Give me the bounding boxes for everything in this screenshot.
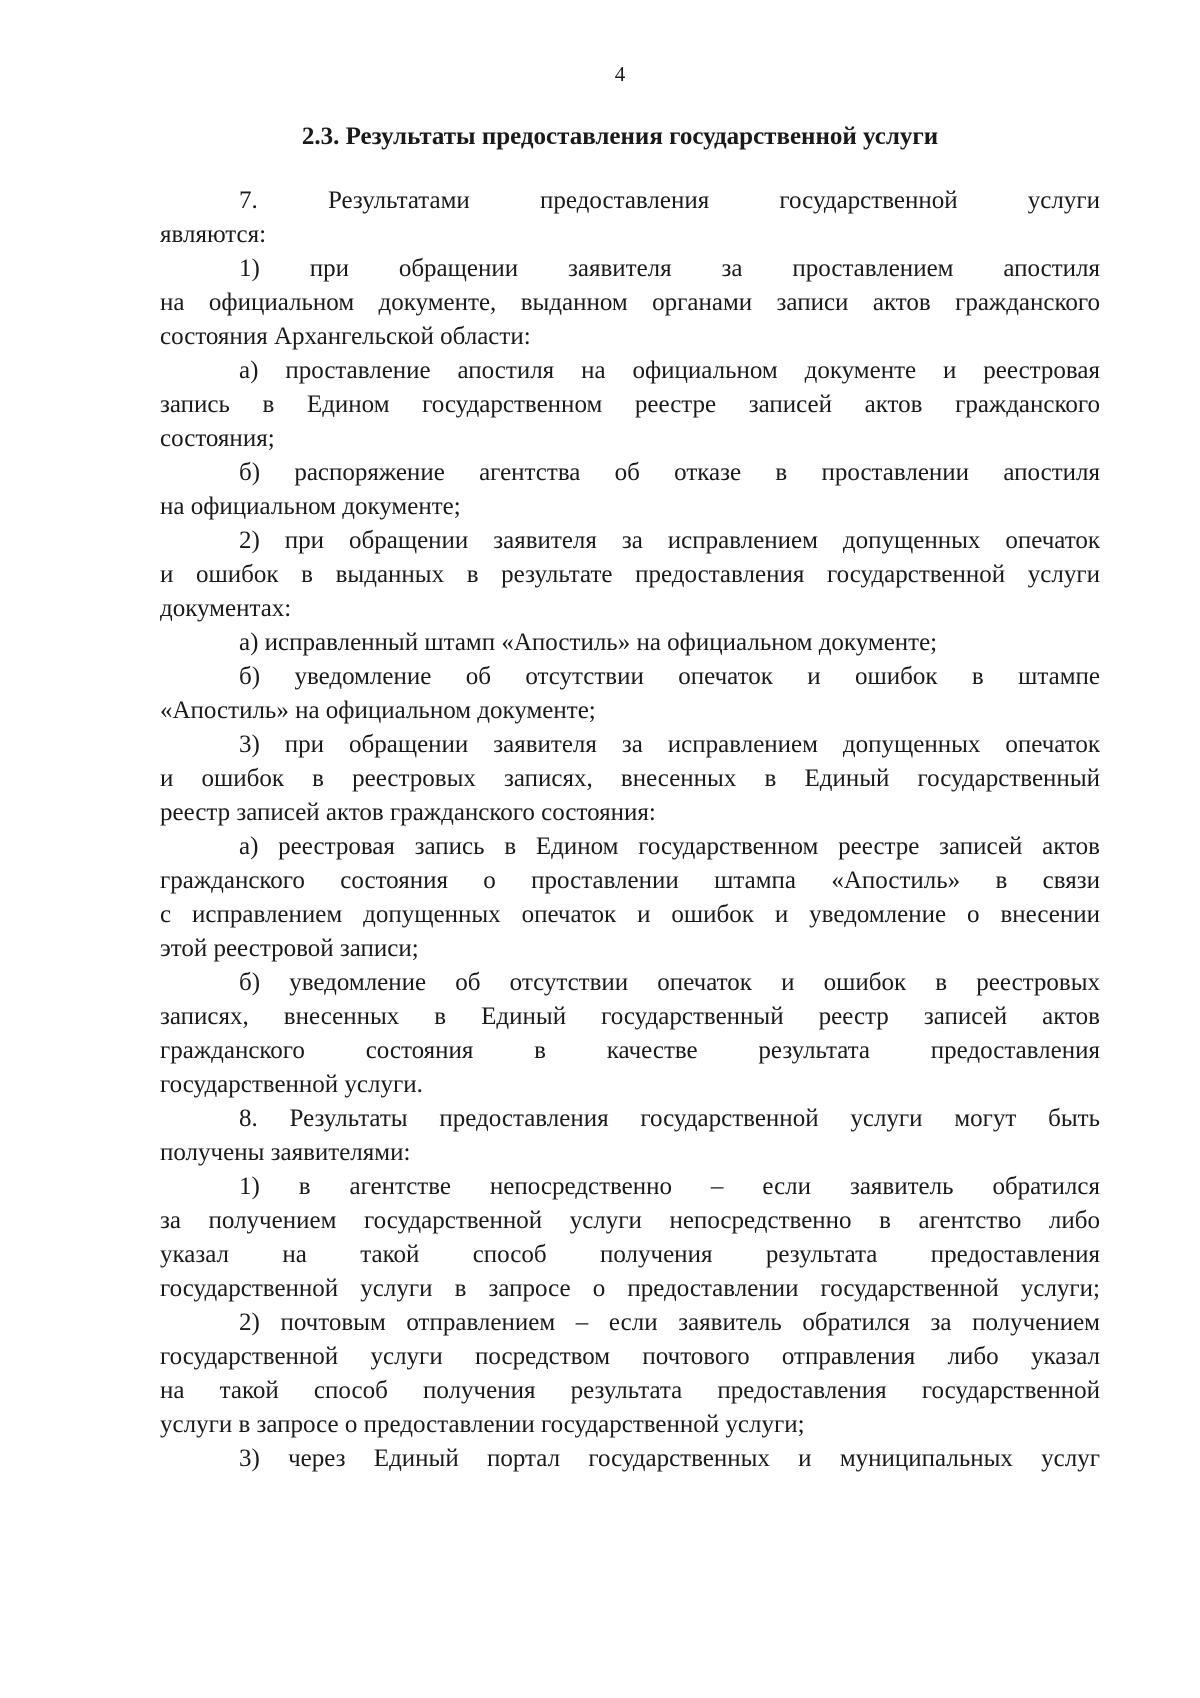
text-line: гражданского состояния в качестве результата предоставления <box>160 1037 1100 1064</box>
section-title: 2.3. Результаты предоставления государственной услуги <box>301 123 939 150</box>
text-line: и ошибок в реестровых записях, внесенных в Единый государственный <box>160 765 1100 792</box>
text-line: и ошибок в выданных в результате предоставления государственной услуги <box>160 561 1100 588</box>
text-line: государственной услуги. <box>160 1071 423 1098</box>
text-line: с исправлением допущенных опечаток и ошибок и уведомление о внесении <box>160 901 1100 928</box>
text-line: 3) при обращении заявителя за исправлением допущенных опечаток <box>239 731 1100 758</box>
text-line: 1) при обращении заявителя за проставлением апостиля <box>239 255 1100 282</box>
text-line: этой реестровой записи; <box>160 935 419 962</box>
text-line: 2) почтовым отправлением – если заявитель обратился за получением <box>239 1309 1100 1336</box>
text-line: 2) при обращении заявителя за исправлением допущенных опечаток <box>239 527 1100 554</box>
text-line: запись в Едином государственном реестре записей актов гражданского <box>160 391 1100 418</box>
text-line: а) реестровая запись в Едином государственном реестре записей актов <box>239 833 1100 860</box>
page-number: 4 <box>614 62 626 86</box>
text-line: указал на такой способ получения результата предоставления <box>160 1241 1100 1268</box>
text-line: состояния; <box>160 425 275 452</box>
text-line: б) распоряжение агентства об отказе в проставлении апостиля <box>239 459 1100 486</box>
text-line: получены заявителями: <box>160 1139 411 1166</box>
text-line: реестр записей актов гражданского состояния: <box>160 799 656 826</box>
text-line: на официальном документе; <box>160 493 461 520</box>
text-line: б) уведомление об отсутствии опечаток и ошибок в реестровых <box>239 969 1100 996</box>
text-line: состояния Архангельской области: <box>160 323 531 350</box>
text-line: «Апостиль» на официальном документе; <box>160 697 596 724</box>
text-line: государственной услуги посредством почтового отправления либо указал <box>160 1343 1100 1370</box>
text-line: а) исправленный штамп «Апостиль» на официальном документе; <box>239 629 938 656</box>
text-line: б) уведомление об отсутствии опечаток и ошибок в штампе <box>239 663 1100 690</box>
text-line: на такой способ получения результата предоставления государственной <box>160 1377 1100 1404</box>
text-line: государственной услуги в запросе о предоставлении государственной услуги; <box>160 1275 1100 1302</box>
text-line: документах: <box>160 595 292 622</box>
text-line: являются: <box>160 221 267 248</box>
text-line: а) проставление апостиля на официальном документе и реестровая <box>239 357 1100 384</box>
text-line: гражданского состояния о проставлении штампа «Апостиль» в связи <box>160 867 1100 894</box>
text-line: записях, внесенных в Единый государственный реестр записей актов <box>160 1003 1100 1030</box>
text-line: 8. Результаты предоставления государственной услуги могут быть <box>239 1105 1100 1132</box>
text-line: 1) в агентстве непосредственно – если заявитель обратился <box>239 1173 1100 1200</box>
text-line: на официальном документе, выданном органами записи актов гражданского <box>160 289 1100 316</box>
text-line: услуги в запросе о предоставлении государственной услуги; <box>160 1411 805 1438</box>
text-line: 3) через Единый портал государственных и муниципальных услуг <box>239 1445 1100 1472</box>
text-line: 7. Результатами предоставления государственной услуги <box>239 187 1100 214</box>
text-line: за получением государственной услуги непосредственно в агентство либо <box>160 1207 1100 1234</box>
